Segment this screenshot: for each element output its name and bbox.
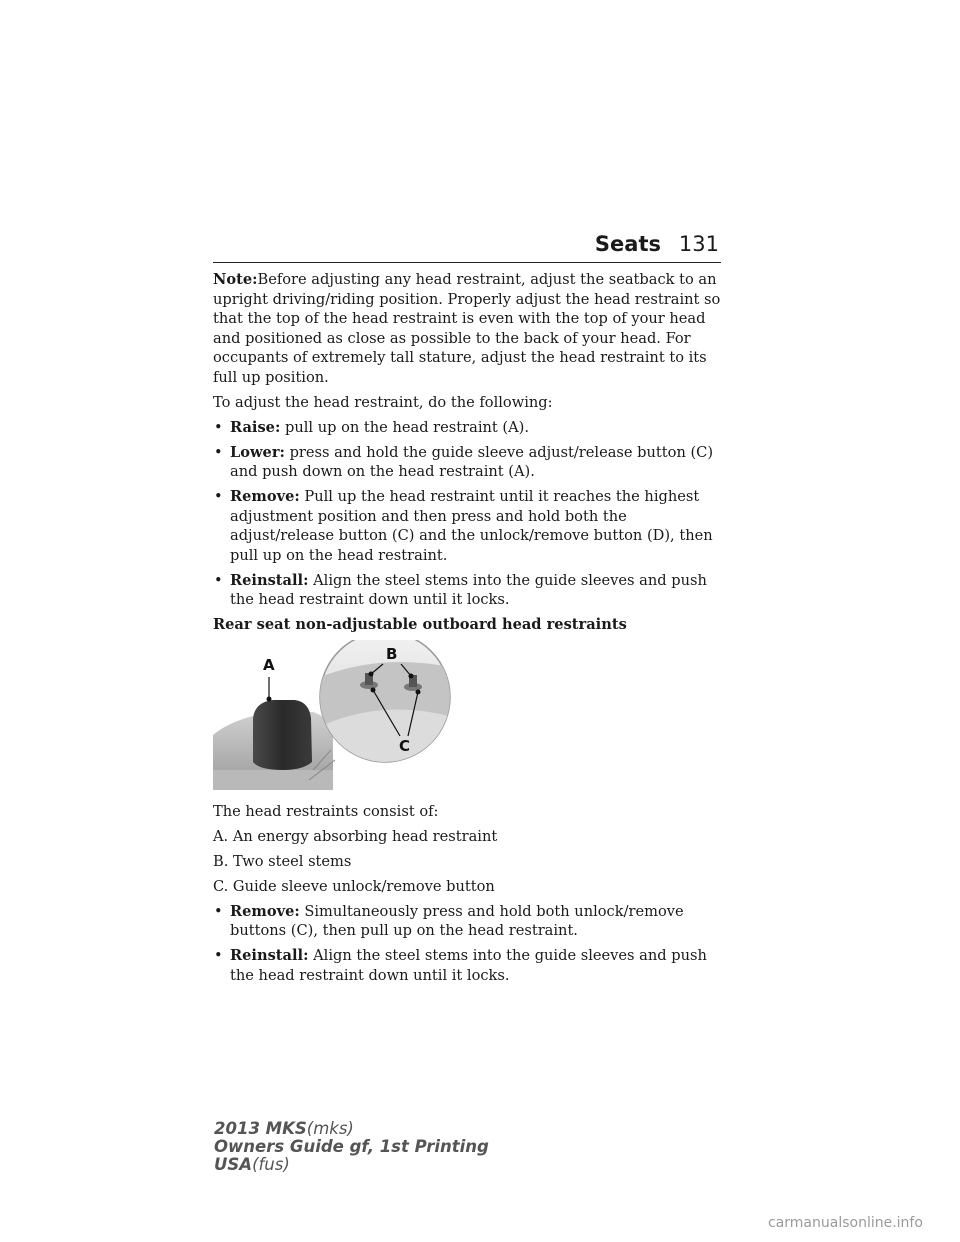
page-header [213,232,721,263]
item-label: Remove: [230,902,300,920]
item-label: Reinstall: [230,947,309,964]
item-text: press and hold the guide sleeve adjust/release button (C) and push down on the head restraint (A). [230,443,714,480]
label-c: C [399,736,411,755]
head-restraint-shape [253,700,312,770]
component-item: C. Guide sleeve unlock/remove button [213,877,495,895]
label-b: B [386,644,398,663]
item-text: Pull up the head restraint until it reaches the highest adjustment position and then press and hold both the adjust/release button (C) and the unlock/remove button (D), then pull up on the head restraint. [230,488,713,564]
list-item: • Reinstall: Align the steel stems into the guide sleeves and push the head restraint down until it locks. [214,571,707,608]
list-item: • Remove: Simultaneously press and hold both unlock/remove buttons (C), then pull up on the head restraint. [214,902,684,939]
item-text: Align the steel stems into the guide sleeves and push the head restraint down until it locks. [230,947,707,984]
item-text: Simultaneously press and hold both unlock/remove buttons (C), then pull up on the head restraint. [230,902,684,939]
page-number: 131 [678,232,719,256]
item-label: Lower: [230,443,285,461]
footer-guide: Owners Guide gf, 1st Printing [214,1137,489,1156]
note-paragraph [213,270,723,387]
list-item: • Raise: pull up on the head restraint (A). [214,418,529,436]
label-a: A [263,655,275,674]
head-restraint-figure [213,640,473,790]
component-item: A. An energy absorbing head restraint [213,827,498,845]
footer-market: USA [214,1155,253,1174]
footer-market-code: (fus) [252,1155,290,1174]
footer-model: 2013 MKS [214,1119,307,1138]
note-text: Before adjusting any head restraint, adjust the seatback to an upright driving/riding position. Properly adjust the head restraint so that the top of the head restraint is even with the top of your head and positioned as close as possible to the back of your head. For occupants of extremely tall stature, adjust the head restraint to its full up position. [213,271,721,386]
component-item: B. Two steel stems [213,852,352,870]
consist-intro: The head restraints consist of: [213,802,439,820]
intro-text: To adjust the head restraint, do the following: [213,393,553,411]
head-restraint-illustration [213,640,473,790]
page-content [213,270,723,991]
list-item: • Remove: Pull up the head restraint until it reaches the highest adjustment position and then press and hold both the adjust/release button (C) and the unlock/remove button (D), then pull up on the head restraint. [214,488,713,564]
item-label: Raise: [230,418,281,436]
item-label: Remove: [230,488,300,505]
list-item: • Lower: press and hold the guide sleeve adjust/release button (C) and push down on the head restraint (A). [214,443,714,480]
watermark: carmanualsonline.info [768,1215,923,1231]
section-title: Seats [594,232,661,256]
note-label: Note: [213,271,258,288]
item-label: Reinstall: [230,571,309,589]
item-text: Align the steel stems into the guide sleeves and push the head restraint down until it locks. [230,571,707,608]
list-item: • Reinstall: Align the steel stems into the guide sleeves and push the head restraint down until it locks. [214,947,707,984]
footer-model-code: (mks) [306,1119,354,1138]
item-text: pull up on the head restraint (A). [285,418,529,436]
subheading: Rear seat non-adjustable outboard head restraints [213,616,627,633]
page-footer [214,1120,489,1174]
